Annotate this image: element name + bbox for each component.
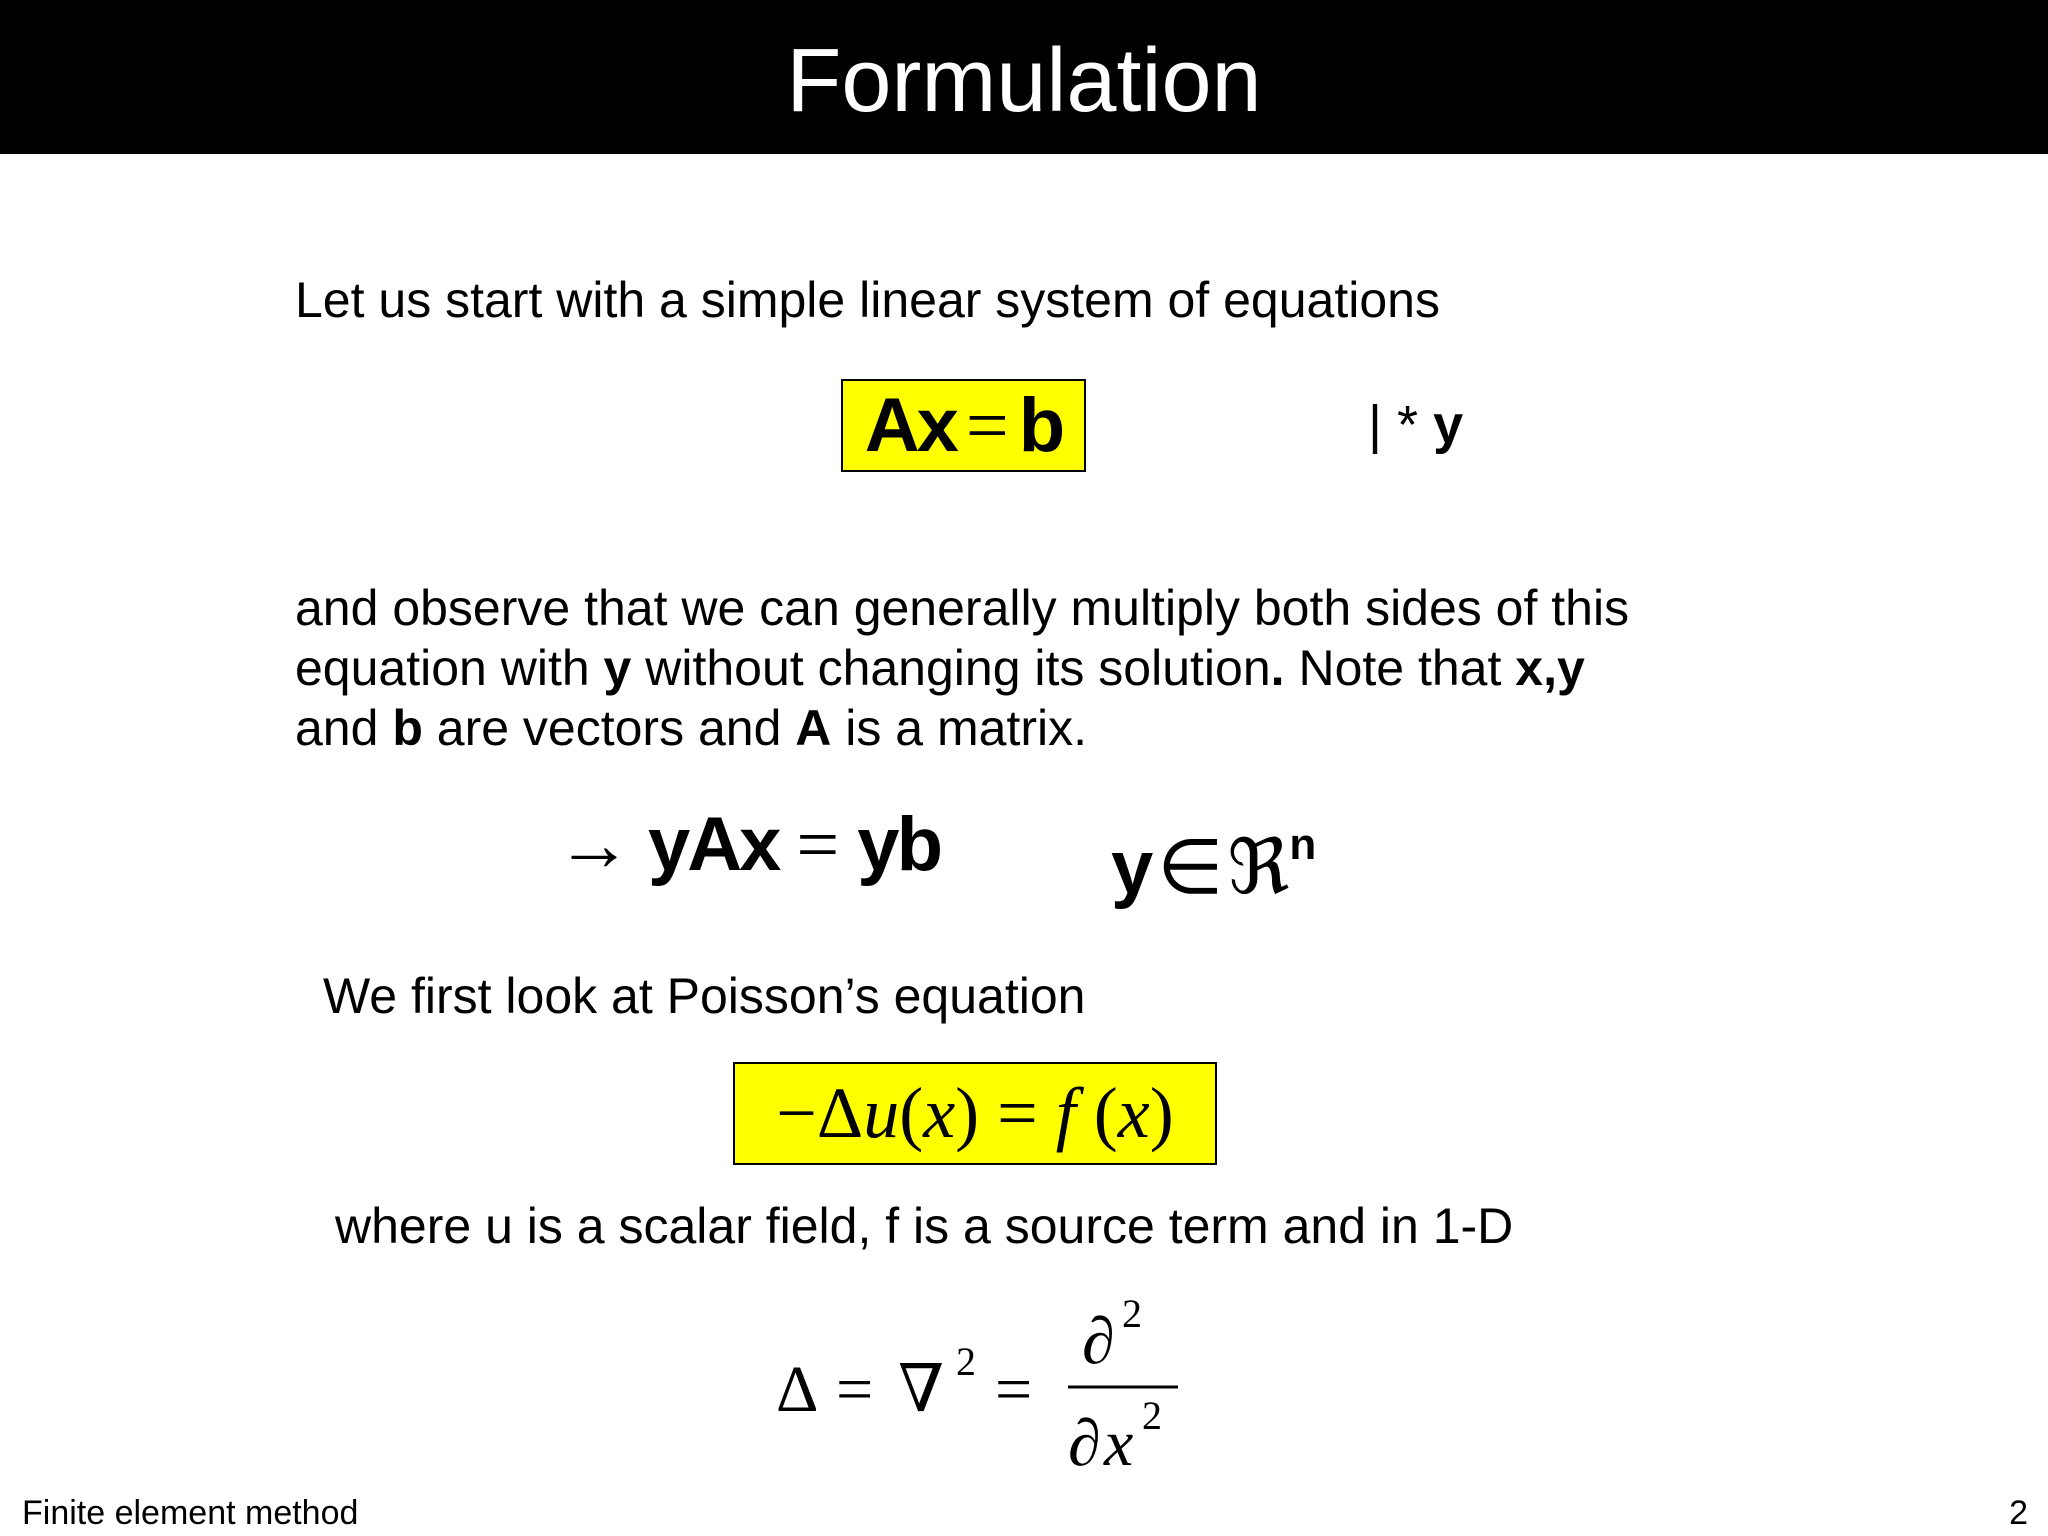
delta-symbol: Δ (776, 1353, 819, 1426)
denominator-exponent: 2 (1142, 1393, 1162, 1438)
text-segment: is a matrix. (831, 700, 1087, 756)
domain-var: y (1111, 825, 1154, 910)
eq-operator: = (965, 384, 1009, 468)
u-var: u (863, 1073, 900, 1153)
equals-symbol: = (995, 1353, 1033, 1426)
where-text: where u is a scalar field, f is a source term and in 1-D (335, 1198, 1514, 1254)
bold-segment: b (392, 700, 423, 756)
numerator-exponent: 2 (1122, 1291, 1142, 1336)
poisson-intro: We first look at Poisson’s equation (323, 968, 1086, 1024)
x-var: x (1117, 1073, 1150, 1153)
element-of-symbol: ∈ (1157, 826, 1224, 910)
dimension-exponent: n (1289, 820, 1317, 869)
f-var: f (1055, 1073, 1076, 1153)
observe-line-3 (295, 698, 1087, 758)
real-set-symbol: ℜ (1227, 826, 1290, 910)
laplacian-svg (770, 1285, 1190, 1485)
multiply-prefix: | * (1368, 395, 1434, 455)
text-segment: and (295, 700, 393, 756)
partial-symbol: ∂ (1068, 1407, 1101, 1480)
paren: ) (955, 1073, 980, 1153)
bold-segment: A (795, 700, 832, 756)
text-segment: Note that (1284, 640, 1516, 696)
x-var: x (923, 1073, 956, 1153)
observe-line-2 (295, 638, 1585, 698)
intro-text: Let us start with a simple linear system of equations (295, 272, 1440, 328)
x-var: x (1104, 1407, 1134, 1480)
slide-title: Formulation (786, 31, 1262, 131)
delta-symbol: Δ (816, 1073, 864, 1153)
minus-symbol: − (776, 1073, 817, 1153)
laplacian-definition (770, 1285, 1190, 1485)
text-segment: equation with (295, 640, 604, 696)
observe-line-1: and observe that we can generally multiply both sides of this (295, 580, 1630, 636)
poisson-equation (733, 1062, 1217, 1165)
footer-course-name: Finite element method (22, 1494, 359, 1532)
eq-rhs: yb (857, 802, 940, 887)
paren: ( (1075, 1073, 1118, 1153)
multiply-var: y (1433, 395, 1464, 455)
eq-operator: = (796, 803, 840, 887)
bold-segment: . (1270, 640, 1285, 696)
eq-lhs: yAx (648, 802, 779, 887)
bold-segment: x,y (1515, 640, 1585, 696)
arrow-symbol: → (556, 803, 632, 887)
partial-symbol: ∂ (1082, 1305, 1115, 1378)
eq-lhs: Ax (864, 383, 956, 468)
linear-system-equation (841, 379, 1086, 472)
domain-equation (1111, 800, 1316, 913)
equals-symbol: = (836, 1353, 874, 1426)
equals-symbol: = (979, 1073, 1056, 1153)
paren: ) (1149, 1073, 1174, 1153)
text-segment: without changing its solution (631, 640, 1271, 696)
nabla-symbol: ∇ (898, 1353, 945, 1426)
multiplied-equation (556, 800, 940, 890)
bold-segment: y (603, 640, 632, 696)
eq-rhs: b (1018, 383, 1063, 468)
square-exponent: 2 (956, 1339, 976, 1384)
page-number: 2 (2009, 1494, 2028, 1532)
text-segment: are vectors and (422, 700, 796, 756)
paren: ( (899, 1073, 924, 1153)
multiply-note (1368, 392, 1463, 458)
